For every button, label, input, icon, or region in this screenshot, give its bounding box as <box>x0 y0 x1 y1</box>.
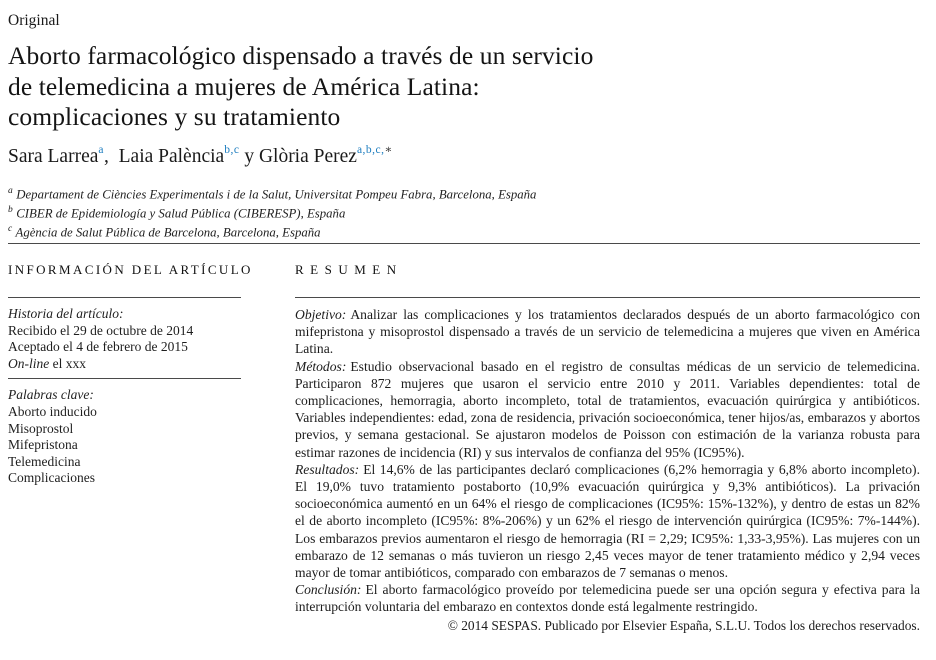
history-accepted: Aceptado el 4 de febrero de 2015 <box>8 339 188 355</box>
section-label: Resultados: <box>295 461 360 477</box>
author-name: Sara Larrea <box>8 145 99 167</box>
affiliation: $^a$ Departament de Ciències Experimentals i de la Salut, Universitat Pompeu Fabra, Barcelona, España <box>8 186 537 202</box>
keyword-item: Complicaciones <box>8 470 95 486</box>
abstract-section-objetivo <box>295 306 920 358</box>
header-divider <box>8 243 920 244</box>
author-name: Laia Palència <box>118 145 225 167</box>
divider <box>295 297 920 298</box>
section-label: Objetivo: <box>295 307 347 322</box>
history-label: Historia del artículo: <box>8 306 124 321</box>
keyword-item: Misoprostol <box>8 420 74 436</box>
article-info-header: INFORMACIÓN DEL ARTÍCULO <box>8 262 253 277</box>
section-label: Conclusión: <box>295 582 362 598</box>
author <box>259 146 393 167</box>
abstract-column <box>295 262 920 634</box>
history-received: Recibido el 29 de octubre de 2014 <box>8 322 194 338</box>
title-line-1: Aborto farmacológico dispensado a través de un servicio <box>8 41 594 70</box>
author-list <box>8 143 393 168</box>
affiliation-list <box>8 184 536 241</box>
abstract-section-conclusion <box>295 581 920 615</box>
keyword-item: Mifepristona <box>8 437 78 453</box>
title-line-3: complicaciones y su tratamiento <box>8 102 341 131</box>
section-text: El aborto farmacológico proveído por telemedicina puede ser una opción segura y efectiva para la interrupción voluntaria del embarazo en contextos donde está legalmente restringido. <box>295 582 920 615</box>
keywords-block <box>8 387 241 487</box>
affiliation: $^b$ CIBER de Epidemiología y Salud Pública (CIBERESP), España <box>8 204 346 221</box>
page-title <box>8 41 593 133</box>
abstract-section-metodos <box>295 358 920 461</box>
abstract-header: RESUMEN <box>295 262 403 277</box>
affiliation: $^c$ Agència de Salut Pública de Barcelona, Barcelona, España <box>8 223 321 239</box>
author-affiliation-superscript: a <box>98 144 104 156</box>
section-text: El 14,6% de las participantes declaró complicaciones (6,2% hemorragia y 6,8% aborto incompleto). El 19,0% tuvo tratamiento postaborto (10,9% evacuación quirúrgica y 9,3% antibióticos). La privación socioeconómica aumentó en un 64% el riesgo de complicaciones (IC95%: 15%-132%), y dentro de estas un 82% el de aborto incompleto (IC95%: 8%-206%) y un 62% el riesgo de intervención quirúrgica (IC95%: 7%-144%). Los embarazos previos aumentaron el riesgo de hemorragia (RI = 2,29; IC95%: 1,33-3,95%). Las mujeres con un embarazo de 12 semanas o más tuvieron un riesgo 2,45 veces mayor de tener tratamiento médico y 2,94 veces mayor de tomar antibióticos, comparado con embarazos de 7 semanas o menos. <box>295 461 920 581</box>
abstract-body <box>295 306 920 634</box>
author: Sara Larrea$^a$, <box>8 144 119 167</box>
abstract-section-resultados <box>295 461 920 581</box>
divider <box>8 297 241 298</box>
corresponding-author-asterisk: ∗ <box>384 144 393 156</box>
keyword-item: Telemedicina <box>8 453 81 469</box>
keyword-item: Aborto inducido <box>8 403 97 419</box>
author: Laia Palència$^{b,c}$ y <box>118 144 259 167</box>
section-text: Analizar las complicaciones y los tratamientos declarados después de un aborto farmacológico con mifepristona y misoprostol dispensado a través de un servicio de telemedicina a mujeres que viven en América Latina. <box>295 307 920 357</box>
section-text: Estudio observacional basado en el registro de consultas médicas de un servicio de telemedicina. Participaron 872 mujeres que usaron el servicio entre 2010 y 2011. Variables dependientes: total de complicaciones, hemorragia, aborto incompleto, total de tratamientos, evacuación quirúrgica y antibióticos. Variables independientes: edad, zona de residencia, privación socioeconómica, tener hijos/as, embarazos y abortos previos, y semana gestacional. Se ajustaron modelos de Poisson con estimación de la varianza robusta para estimar razones de incidencia (RI) y sus intervalos de confianza del 95% (IC95%). <box>295 358 920 460</box>
article-history <box>8 306 241 372</box>
title-line-2: de telemedicina a mujeres de América Latina: <box>8 71 480 101</box>
copyright-line: © 2014 SESPAS. Publicado por Elsevier España, S.L.U. Todos los derechos reservados. <box>447 617 920 633</box>
divider <box>8 378 241 379</box>
article-info-column <box>8 262 253 487</box>
author-name: Glòria Perez <box>258 145 357 167</box>
history-online: On-line el xxx <box>8 355 86 371</box>
section-label: Métodos: <box>295 358 347 374</box>
keywords-label: Palabras clave: <box>8 387 94 403</box>
author-affiliation-superscript: a,b,c,∗ <box>356 144 393 156</box>
article-category-label: Original <box>8 12 60 29</box>
author-affiliation-superscript: b,c <box>224 144 240 156</box>
